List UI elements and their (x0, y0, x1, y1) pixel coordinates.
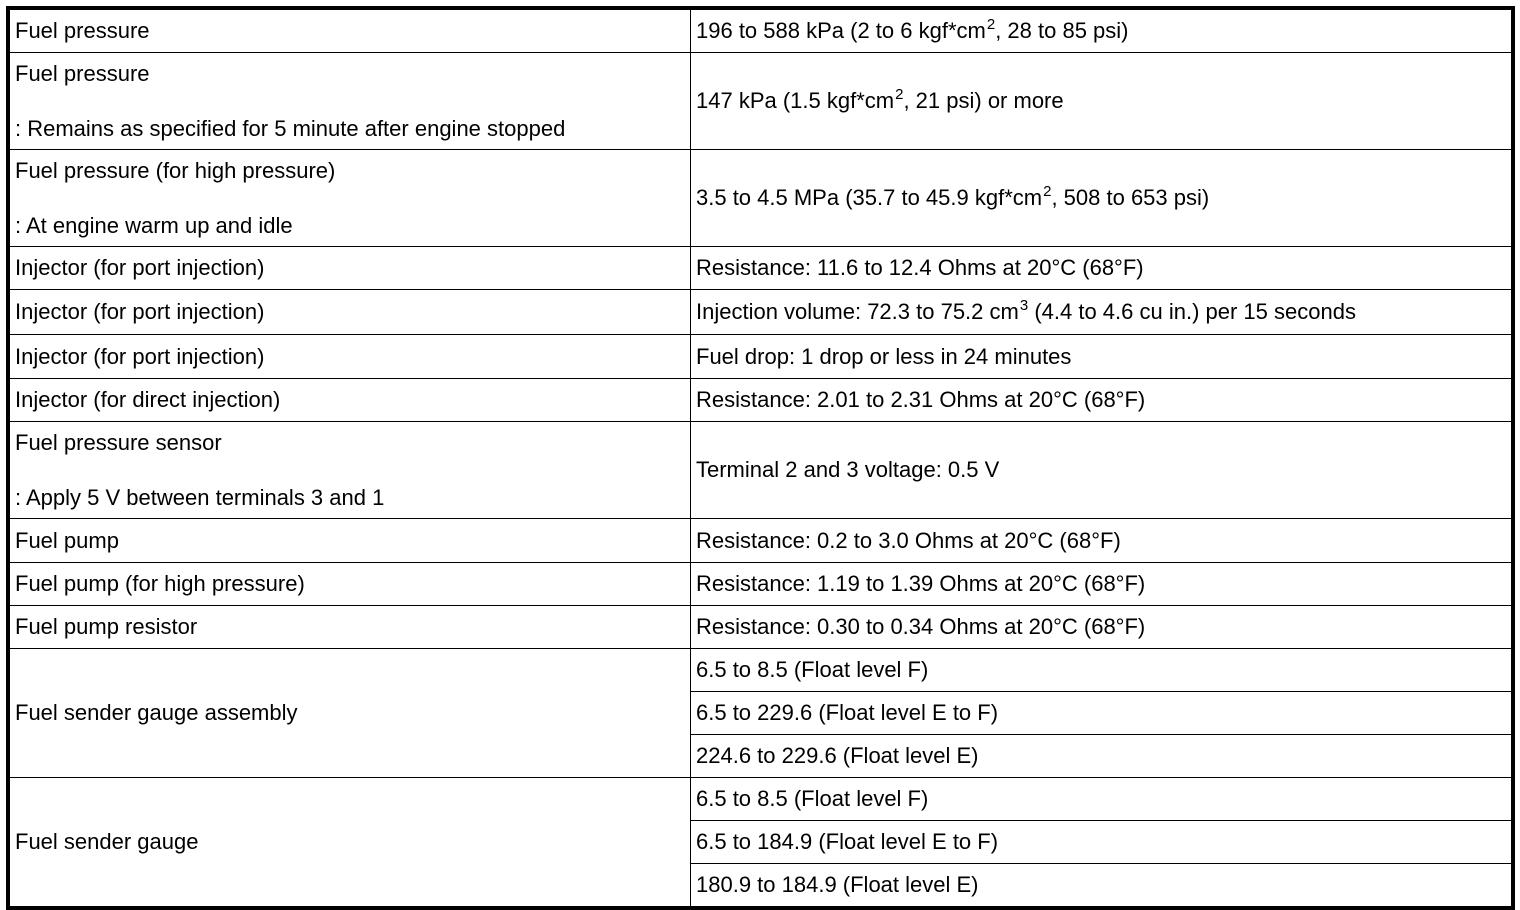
item-cell (8, 649, 691, 778)
value-text: Injection volume: 72.3 to 75.2 cm (696, 299, 1019, 324)
item-label: Injector (for port injection) (15, 343, 265, 369)
item-label: Fuel pressure (for high pressure) (15, 157, 336, 183)
item-label: Injector (for port injection) (15, 299, 265, 324)
table-row (8, 519, 1513, 563)
value-text: Resistance: 0.30 to 0.34 Ohms at 20°C (68°F) (696, 614, 1146, 639)
superscript: 3 (1019, 297, 1029, 314)
item-label: Injector (for direct injection) (15, 387, 281, 412)
item-condition: : At engine warm up and idle (15, 212, 293, 238)
value-cell (691, 422, 1514, 519)
value-cell (691, 735, 1514, 778)
item-label: Fuel pressure (15, 18, 150, 43)
item-label: Fuel sender gauge assembly (15, 700, 298, 725)
value-cell (691, 335, 1514, 379)
item-cell (8, 563, 691, 606)
value-text: 6.5 to 184.9 (Float level E to F) (696, 829, 999, 854)
value-cell (691, 519, 1514, 563)
item-label: Fuel pump (for high pressure) (15, 571, 305, 596)
specification-table (6, 6, 1515, 910)
value-cell (691, 821, 1514, 864)
value-text: Terminal 2 and 3 voltage: 0.5 V (696, 457, 1000, 482)
value-text: 147 kPa (1.5 kgf*cm (696, 88, 895, 113)
value-text: Resistance: 0.2 to 3.0 Ohms at 20°C (68°F) (696, 527, 1121, 553)
table-row (8, 335, 1513, 379)
table-row (8, 53, 1513, 150)
item-label: Fuel pressure sensor (15, 429, 222, 455)
table-row (8, 8, 1513, 53)
value-cell (691, 379, 1514, 422)
superscript: 2 (1043, 183, 1052, 200)
spec-sheet (6, 6, 1506, 910)
value-text: (4.4 to 4.6 cu in.) per 15 seconds (1028, 299, 1356, 324)
table-row (8, 778, 1513, 821)
item-cell (8, 8, 691, 53)
value-text: 224.6 to 229.6 (Float level E) (696, 743, 979, 768)
item-label: Fuel pressure (15, 60, 150, 86)
value-text: Resistance: 11.6 to 12.4 Ohms at 20°C (68°F) (696, 255, 1144, 280)
value-text: 6.5 to 8.5 (Float level F) (696, 657, 929, 682)
item-cell (8, 519, 691, 563)
item-label: Injector (for port injection) (15, 255, 265, 280)
value-cell (691, 778, 1514, 821)
item-cell (8, 247, 691, 290)
value-text: Resistance: 1.19 to 1.39 Ohms at 20°C (68°F) (696, 571, 1146, 596)
item-cell (8, 778, 691, 909)
value-cell (691, 53, 1514, 150)
table-row (8, 379, 1513, 422)
item-cell (8, 335, 691, 379)
value-cell (691, 290, 1514, 335)
value-cell (691, 649, 1514, 692)
value-cell (691, 8, 1514, 53)
value-text: Resistance: 2.01 to 2.31 Ohms at 20°C (68°F) (696, 387, 1146, 412)
value-cell (691, 606, 1514, 649)
value-cell (691, 563, 1514, 606)
item-label: Fuel pump resistor (15, 614, 198, 639)
item-label: Fuel sender gauge (15, 829, 199, 854)
value-text: 6.5 to 229.6 (Float level E to F) (696, 700, 999, 725)
item-cell (8, 150, 691, 247)
value-text: 180.9 to 184.9 (Float level E) (696, 872, 979, 897)
item-cell (8, 379, 691, 422)
item-condition: : Remains as specified for 5 minute after engine stopped (15, 115, 566, 141)
value-text: 196 to 588 kPa (2 to 6 kgf*cm (696, 18, 986, 43)
table-row (8, 247, 1513, 290)
table-row (8, 290, 1513, 335)
table-row (8, 563, 1513, 606)
table-row (8, 422, 1513, 519)
value-text: 3.5 to 4.5 MPa (35.7 to 45.9 kgf*cm (696, 185, 1043, 210)
item-cell (8, 422, 691, 519)
item-cell (8, 290, 691, 335)
value-text: , 21 psi) or more (903, 88, 1064, 113)
superscript: 2 (986, 16, 996, 33)
item-label: Fuel pump (15, 527, 119, 553)
item-condition: : Apply 5 V between terminals 3 and 1 (15, 484, 385, 510)
value-cell (691, 247, 1514, 290)
value-text: , 508 to 653 psi) (1051, 185, 1210, 210)
item-cell (8, 606, 691, 649)
table-row (8, 150, 1513, 247)
table-row (8, 606, 1513, 649)
value-cell (691, 692, 1514, 735)
item-cell (8, 53, 691, 150)
value-text: 6.5 to 8.5 (Float level F) (696, 786, 929, 811)
value-cell (691, 150, 1514, 247)
value-cell (691, 864, 1514, 909)
value-text: , 28 to 85 psi) (995, 18, 1129, 43)
table-row (8, 649, 1513, 692)
superscript: 2 (895, 86, 904, 103)
value-text: Fuel drop: 1 drop or less in 24 minutes (696, 343, 1072, 369)
